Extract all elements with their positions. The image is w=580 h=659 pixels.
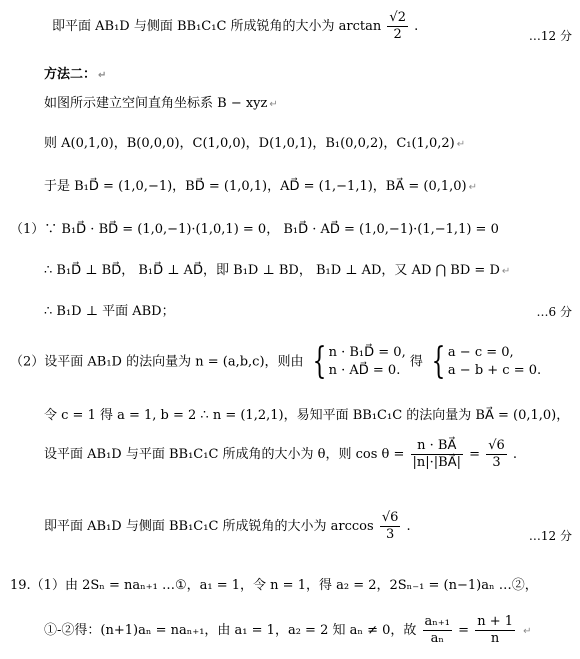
fraction bbox=[411, 438, 463, 471]
heading-text: 方法二： bbox=[44, 67, 97, 82]
line-text: ①-②得：(n+1)aₙ = naₙ₊₁，由 a₁ = 1，a₂ = 2 知 aₙ ≠ 0，故 bbox=[44, 623, 417, 638]
fraction bbox=[486, 438, 507, 471]
dot-product-line bbox=[10, 221, 499, 239]
solve-normal-line bbox=[44, 407, 569, 425]
recurrence-line bbox=[44, 614, 532, 647]
fraction-numerator: n + 1 bbox=[477, 614, 513, 629]
fraction bbox=[423, 614, 452, 647]
fraction-denominator: aₙ bbox=[430, 631, 444, 646]
line-text: 于是 B₁D⃗ = (1,0,−1)，BD⃗ = (1,0,1)，AD⃗ = (1,−1,1)，BA⃗ = (0,1,0) bbox=[44, 179, 467, 194]
fraction bbox=[387, 10, 408, 43]
paragraph-mark-icon: ↵ bbox=[269, 99, 278, 110]
conclusion-arccos-line bbox=[44, 510, 411, 543]
equals-sign: = bbox=[469, 447, 481, 462]
score-marker: …12 分 bbox=[528, 29, 572, 43]
fraction-denominator: 2 bbox=[393, 27, 402, 42]
fraction bbox=[475, 614, 515, 647]
line-text: ∴ B₁D ⊥ 平面 ABD； bbox=[44, 304, 175, 319]
score-marker: …6 分 bbox=[536, 305, 572, 319]
cosine-line bbox=[44, 438, 517, 471]
paragraph-mark-icon: ↵ bbox=[523, 626, 532, 637]
line-text: 设平面 AB₁D 与平面 BB₁C₁C 所成角的大小为 θ，则 cos θ = bbox=[44, 447, 405, 462]
system-equation: n · AD⃗ = 0. bbox=[328, 363, 401, 378]
fraction-denominator: 3 bbox=[492, 455, 501, 470]
paragraph-mark-icon: ↵ bbox=[468, 182, 478, 193]
paragraph-mark-icon: ↵ bbox=[501, 266, 511, 277]
line-tail: . bbox=[414, 19, 419, 34]
line-text: 即平面 AB₁D 与侧面 BB₁C₁C 所成锐角的大小为 arctan bbox=[52, 19, 382, 34]
fraction-numerator: √2 bbox=[389, 10, 406, 25]
line-text: 则 A(0,1,0)，B(0,0,0)，C(1,0,0)，D(1,0,1)，B₁(0,0,2)，C₁(1,0,2) bbox=[44, 136, 455, 151]
fraction-denominator: n bbox=[490, 631, 500, 646]
perpendicular-line bbox=[44, 262, 510, 281]
method-two-heading bbox=[44, 66, 106, 85]
line-text: 令 c = 1 得 a = 1, b = 2 ∴ n = (1,2,1)，易知平面 BB₁C₁C 的法向量为 BA⃗ = (0,1,0)， bbox=[44, 408, 570, 423]
problem-19-line bbox=[10, 577, 538, 595]
line-text: （2）设平面 AB₁D 的法向量为 n = (a,b,c)，则由 bbox=[10, 354, 304, 370]
equals-sign: = bbox=[458, 623, 470, 638]
vectors-line bbox=[44, 178, 477, 197]
equation-system bbox=[427, 341, 542, 382]
system-equation: n · B₁D⃗ = 0, bbox=[328, 345, 406, 360]
line-text: 如图所示建立空间直角坐标系 B − xyz bbox=[44, 96, 268, 111]
fraction-denominator: 3 bbox=[385, 527, 395, 542]
fraction bbox=[380, 510, 401, 543]
points-coordinates-line bbox=[44, 135, 465, 154]
paragraph-mark-icon: ↵ bbox=[98, 70, 107, 81]
line-text: ∴ B₁D⃗ ⊥ BD⃗， B₁D⃗ ⊥ AD⃗，即 B₁D ⊥ BD， B₁D ⊥ AD，又 AD ⋂ BD = D bbox=[44, 263, 500, 278]
coordinate-system-line bbox=[44, 95, 278, 114]
fraction-denominator: |n|·|BA⃗| bbox=[412, 455, 462, 470]
conclusion-perpendicular-line bbox=[44, 303, 175, 321]
fraction-numerator: √6 bbox=[488, 438, 505, 453]
fraction-numerator: √6 bbox=[381, 510, 399, 525]
left-brace-icon: { bbox=[431, 341, 446, 382]
line-text: 19.（1）由 2Sₙ = naₙ₊₁ …①，a₁ = 1，令 n = 1，得 a₂ = 2，2Sₙ₋₁ = (n−1)aₙ …②， bbox=[10, 578, 538, 593]
fraction-numerator: n · BA⃗ bbox=[411, 438, 463, 455]
conclusion-arctan-line bbox=[52, 10, 418, 43]
score-marker: …12 分 bbox=[528, 529, 572, 543]
system-equation: a − c = 0, bbox=[447, 345, 514, 360]
system-equation: a − b + c = 0. bbox=[447, 363, 542, 378]
line-text: 即平面 AB₁D 与侧面 BB₁C₁C 所成锐角的大小为 arccos bbox=[44, 519, 374, 534]
connector-text: 得 bbox=[409, 354, 423, 370]
line-text: （1）∵ B₁D⃗ · BD⃗ = (1,0,−1)·(1,0,1) = 0， B₁D⃗ · AD⃗ = (1,0,−1)·(1,−1,1) = 0 bbox=[10, 222, 499, 237]
equation-system bbox=[308, 341, 406, 382]
paragraph-mark-icon: ↵ bbox=[456, 139, 466, 150]
normal-vector-line bbox=[10, 341, 542, 382]
line-tail: . bbox=[406, 519, 411, 534]
left-brace-icon: { bbox=[312, 341, 327, 382]
fraction-numerator: aₙ₊₁ bbox=[424, 614, 450, 629]
line-tail: . bbox=[512, 447, 518, 462]
